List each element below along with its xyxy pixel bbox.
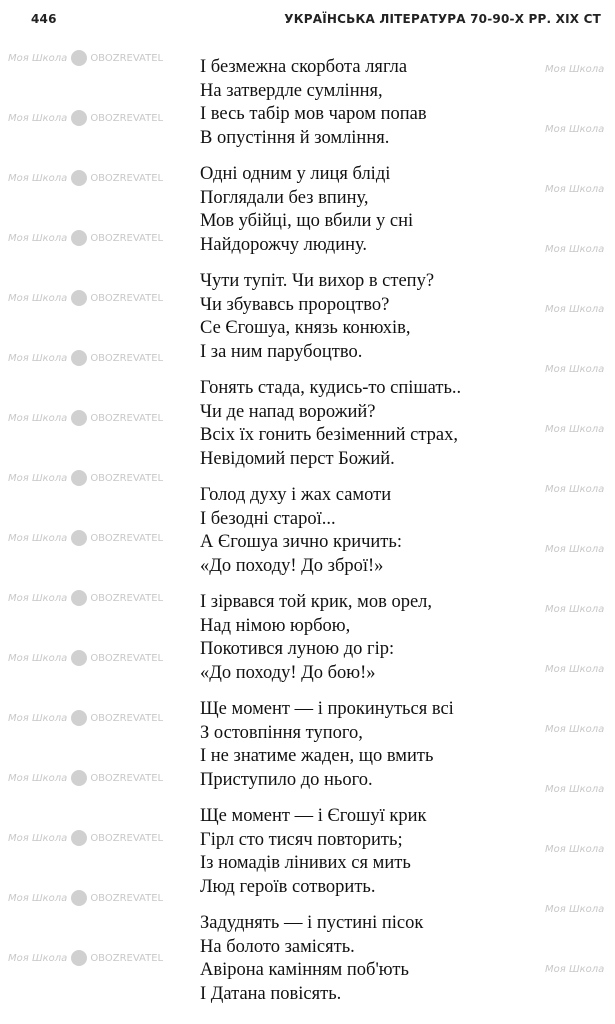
watermark: Моя Школа OBOZREVATEL: [8, 470, 163, 487]
poem-line: І зірвався той крик, мов орел,: [200, 592, 433, 612]
watermark: Моя Школа OBOZREVATEL: [8, 50, 163, 67]
poem-line: І безмежна скорбота лягла: [200, 57, 408, 77]
poem-line: Приступило до нього.: [200, 769, 373, 790]
poem-line: Гірл сто тисяч повторить;: [200, 829, 403, 850]
watermark: Моя Школа: [545, 724, 605, 735]
poem-line: Одні одним у лиця бліді: [200, 164, 391, 184]
watermark: Моя Школа: [545, 124, 605, 135]
poem-line: Чи де напад ворожий?: [200, 401, 376, 422]
poem-line: Мов убійці, що вбили у сні: [200, 211, 414, 231]
poem-line: Невідомий перст Божий.: [200, 448, 395, 469]
watermark: Моя Школа: [545, 184, 605, 195]
watermark: Моя Школа: [545, 844, 605, 855]
watermark: Моя Школа OBOZREVATEL: [8, 710, 163, 727]
poem-line: І не знатиме жаден, що вмить: [200, 746, 434, 766]
poem-line: А Єгошуа зично кричить:: [200, 532, 402, 552]
watermark: Моя Школа OBOZREVATEL: [8, 830, 163, 847]
poem-line: І Датана повісять.: [200, 983, 342, 1004]
stanza: [200, 377, 461, 471]
poem-line: «До походу! До бою!»: [200, 662, 376, 683]
watermark: Моя Школа OBOZREVATEL: [8, 530, 163, 547]
stanza: [200, 698, 461, 792]
watermark: Моя Школа: [545, 904, 605, 915]
watermark: Моя Школа OBOZREVATEL: [8, 650, 163, 667]
poem-line: Чи збувавсь пророцтво?: [200, 294, 390, 315]
watermark: Моя Школа: [545, 604, 605, 615]
watermark: Моя Школа OBOZREVATEL: [8, 410, 163, 427]
poem-line: Поглядали без впину,: [200, 187, 369, 208]
poem-line: На затвердле сумління,: [200, 80, 383, 101]
poem-line: Найдорожчу людину.: [200, 234, 368, 255]
watermark: Моя Школа OBOZREVATEL: [8, 170, 163, 187]
poem-line: І за ним парубоцтво.: [200, 341, 363, 362]
watermark: Моя Школа: [545, 364, 605, 375]
watermark: Моя Школа OBOZREVATEL: [8, 230, 163, 247]
poem-line: Ще момент — і Єгошуї крик: [200, 806, 427, 826]
poem-body: [200, 56, 461, 1019]
stanza: [200, 270, 461, 364]
stanza: [200, 56, 461, 150]
watermark: Моя Школа OBOZREVATEL: [8, 890, 163, 907]
watermark: Моя Школа: [545, 784, 605, 795]
poem-line: Голод духу і жах самоти: [200, 485, 392, 505]
watermark: Моя Школа OBOZREVATEL: [8, 350, 163, 367]
running-header-title: УКРАЇНСЬКА ЛІТЕРАТУРА 70-90-Х РР. XIX СТ: [284, 12, 601, 26]
poem-line: Над німою юрбою,: [200, 615, 351, 636]
watermark: Моя Школа: [545, 304, 605, 315]
watermark: Моя Школа: [545, 964, 605, 975]
stanza: [200, 912, 461, 1006]
stanza: [200, 484, 461, 578]
poem-line: І безодні старої...: [200, 508, 336, 529]
poem-line: Люд героїв сотворить.: [200, 876, 376, 897]
watermark: Моя Школа: [545, 64, 605, 75]
poem-line: Авірона камінням поб'ють: [200, 960, 409, 980]
poem-line: Чути тупіт. Чи вихор в степу?: [200, 271, 435, 291]
poem-line: Всіх їх гонить безіменний страх,: [200, 425, 458, 445]
poem-line: На болото замісять.: [200, 936, 355, 957]
watermark: Моя Школа: [545, 664, 605, 675]
poem-line: З остовпіння тупого,: [200, 722, 363, 743]
watermark: Моя Школа OBOZREVATEL: [8, 290, 163, 307]
poem-line: Задуднять — і пустині пісок: [200, 913, 424, 933]
watermark: Моя Школа OBOZREVATEL: [8, 110, 163, 127]
watermark: Моя Школа OBOZREVATEL: [8, 770, 163, 787]
watermark: Моя Школа: [545, 544, 605, 555]
poem-line: І весь табір мов чаром попав: [200, 104, 427, 124]
watermark: Моя Школа: [545, 244, 605, 255]
poem-line: В опустіння й зомління.: [200, 127, 390, 148]
stanza: [200, 805, 461, 899]
watermark: Моя Школа OBOZREVATEL: [8, 590, 163, 607]
watermark: Моя Школа: [545, 484, 605, 495]
poem-line: Ще момент — і прокинуться всі: [200, 699, 454, 719]
poem-line: Покотився луною до гір:: [200, 639, 395, 659]
page-number: 446: [31, 12, 57, 26]
poem-line: Гонять стада, кудись-то спішать..: [200, 378, 462, 398]
poem-line: «До походу! До зброї!»: [200, 555, 384, 576]
poem-line: Се Єгошуа, князь конюхів,: [200, 318, 411, 338]
poem-line: Із номадів лінивих ся мить: [200, 853, 411, 873]
watermark: Моя Школа OBOZREVATEL: [8, 950, 163, 967]
stanza: [200, 591, 461, 685]
stanza: [200, 163, 461, 257]
watermark: Моя Школа: [545, 424, 605, 435]
